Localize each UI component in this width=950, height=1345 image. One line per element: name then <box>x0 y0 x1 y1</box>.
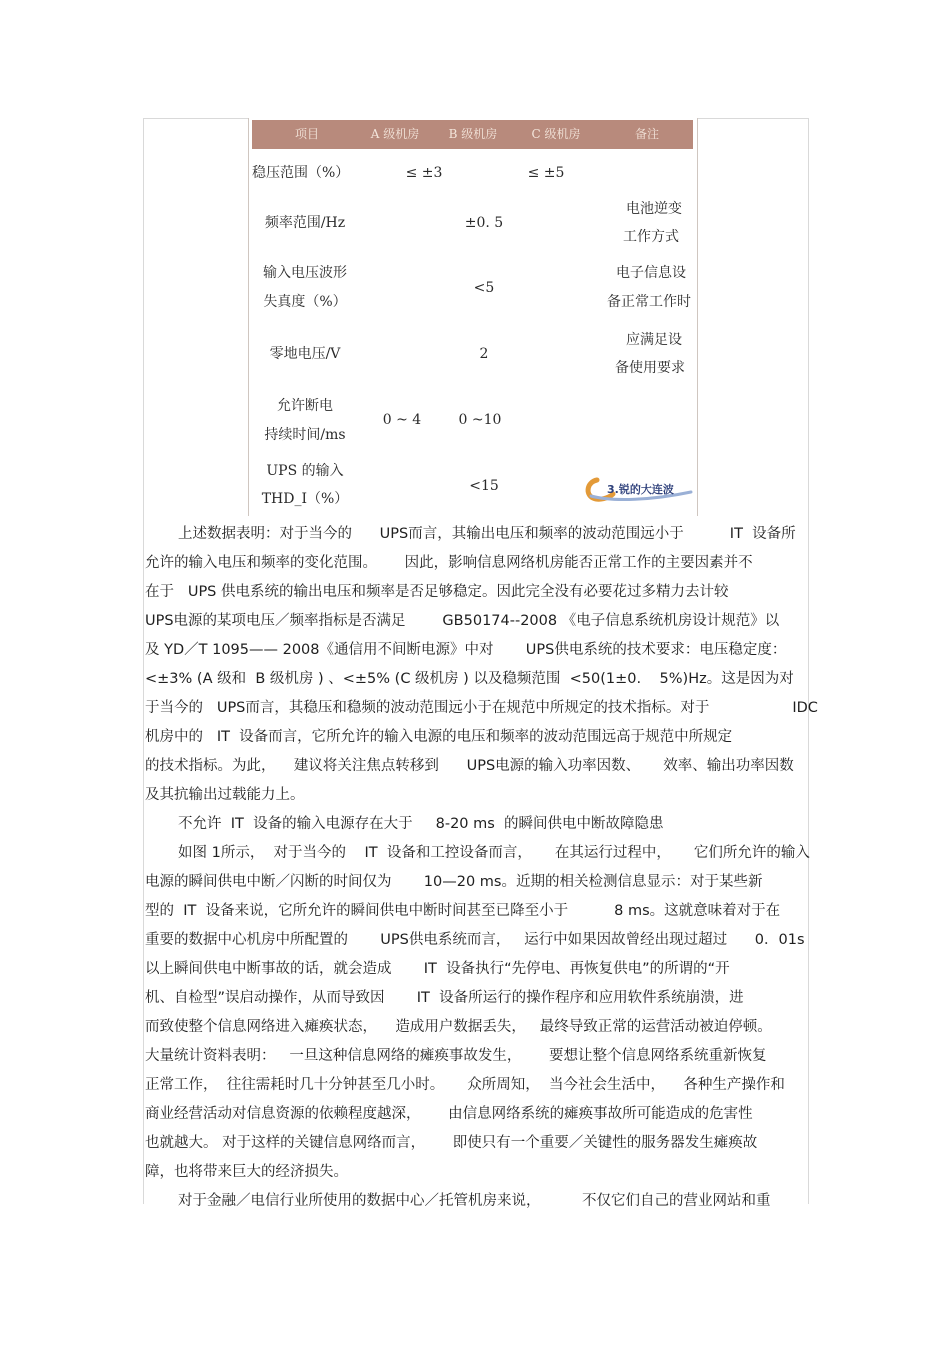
row-item-cell: 失真度（%） <box>263 294 347 310</box>
watermark-logo <box>583 474 695 504</box>
section-heading: 不允许 IT 设备的输入电源存在大于 8-20 ms 的瞬间供电中断故障隐患 <box>178 816 664 832</box>
paragraph-line: 以上瞬间供电中断事故的话，就会造成 IT 设备执行“先停电、再恢复供电”的所谓的“开 <box>145 961 730 977</box>
row-b-cell: 2 <box>479 346 489 362</box>
header-remark: 备注 <box>634 127 659 141</box>
paragraph-line: 机、自检型”误启动操作，从而导致因 IT 设备所运行的操作程序和应用软件系统崩溃，进 <box>145 990 744 1006</box>
row-item-cell: THD_I（%） <box>261 491 349 507</box>
row-note-cell: 工作方式 <box>623 229 679 245</box>
row-item-cell: UPS 的输入 <box>266 463 344 479</box>
paragraph-line: 的技术指标。为此， 建议将关注焦点转移到 UPS电源的输入功率因数、 效率、输出功率因数 <box>145 758 794 774</box>
paragraph-line: 而致使整个信息网络进入瘫痪状态， 造成用户数据丢失， 最终导致正常的运营活动被迫停顿。 <box>145 1019 772 1035</box>
row-item-cell: 输入电压波形 <box>263 265 347 281</box>
paragraph-line: 重要的数据中心机房中所配置的 UPS供电系统而言， 运行中如果因故曾经出现过超过 0．01s <box>145 932 805 948</box>
row-item-cell: 持续时间/ms <box>264 427 346 443</box>
paragraph-line: 也就越大。 对于这样的关键信息网络而言， 即使只有一个重要／关键性的服务器发生瘫痪故 <box>145 1135 758 1151</box>
row-note-cell: 应满足设 <box>626 332 682 348</box>
row-item-cell: 允许断电 <box>277 398 333 414</box>
row-note-cell: 备使用要求 <box>615 360 685 376</box>
paragraph-line: 在于 UPS 供电系统的输出电压和频率是否足够稳定。因此完全没有必要花过多精力去计较 <box>145 584 729 600</box>
paragraph-line: 电源的瞬间供电中断／闪断的时间仅为 10—20 ms。近期的相关检测信息显示：对于某些新 <box>145 874 763 890</box>
watermark-text: 3.锐的大连波 <box>607 483 674 496</box>
row-a-cell: ≤ ±3 <box>405 165 443 181</box>
paragraph-line: 于当今的 UPS而言，其稳压和稳频的波动范围远小于在规范中所规定的技术指标。对于 IDC <box>145 700 818 716</box>
spec-table-image <box>248 118 698 516</box>
row-b-cell: 0 ~10 <box>458 412 502 428</box>
row-note-cell: 备正常工作时 <box>607 294 691 310</box>
paragraph-line: 障，也将带来巨大的经济损失。 <box>145 1164 348 1180</box>
row-b-cell: <15 <box>469 478 499 494</box>
paragraph-line: 对于金融／电信行业所使用的数据中心／托管机房来说， 不仅它们自己的营业网站和重 <box>178 1193 771 1209</box>
paragraph-line: 商业经营活动对信息资源的依赖程度越深， 由信息网络系统的瘫痪事故所可能造成的危害性 <box>145 1106 753 1122</box>
table-header-row <box>252 120 693 149</box>
paragraph-line: 大量统计资料表明： 一旦这种信息网络的瘫痪事故发生， 要想让整个信息网络系统重新恢复 <box>145 1048 767 1064</box>
header-class-b: B 级机房 <box>448 127 498 141</box>
paragraph-line: UPS电源的某项电压／频率指标是否满足 GB50174--2008 《电子信息系统机房设计规范》以 <box>145 613 780 629</box>
watermark-swoosh-icon <box>583 474 695 504</box>
header-class-a: A 级机房 <box>370 127 420 141</box>
paragraph-line: 如图 1所示， 对于当今的 IT 设备和工控设备而言， 在其运行过程中， 它们所允许的输入 <box>178 845 810 861</box>
row-item-cell: 零地电压/V <box>269 346 341 362</box>
row-item-cell: 频率范围/Hz <box>264 215 346 231</box>
row-c-cell: ≤ ±5 <box>527 165 565 181</box>
row-a-cell: 0 ~ 4 <box>382 412 422 428</box>
row-b-cell: ±0. 5 <box>464 215 504 231</box>
header-class-c: C 级机房 <box>531 127 581 141</box>
row-item-cell: 稳压范围（%） <box>252 165 350 181</box>
row-note-cell: 电池逆变 <box>626 201 682 217</box>
paragraph-line: 机房中的 IT 设备而言，它所允许的输入电源的电压和频率的波动范围远高于规范中所规定 <box>145 729 733 745</box>
paragraph-line: 上述数据表明：对于当今的 UPS而言，其输出电压和频率的波动范围远小于 IT 设备所 <box>178 526 796 542</box>
paragraph-line: 允许的输入电压和频率的变化范围。 因此，影响信息网络机房能否正常工作的主要因素并不 <box>145 555 753 571</box>
paragraph-line: 正常工作， 往往需耗时几十分钟甚至几小时。 众所周知， 当今社会生活中， 各种生产操作和 <box>145 1077 785 1093</box>
paragraph-line: 及其抗输出过载能力上。 <box>145 787 305 803</box>
paragraph-line: <±3% (A 级和 B 级机房 ) 、<±5% (C 级机房 ) 以及稳频范围 <50(1±0. 5%)Hz。这是因为对 <box>145 671 794 687</box>
paragraph-line: 及 YD／T 1095—— 2008《通信用不间断电源》中对 UPS供电系统的技术要求：电压稳定度： <box>145 642 787 658</box>
paragraph-line: 型的 IT 设备来说，它所允许的瞬间供电中断时间甚至已降至小于 8 ms。这就意味着对于在 <box>145 903 781 919</box>
row-b-cell: <5 <box>473 280 495 296</box>
row-note-cell: 电子信息设 <box>616 265 686 281</box>
article-body <box>145 520 818 1216</box>
header-item: 项目 <box>294 127 319 141</box>
